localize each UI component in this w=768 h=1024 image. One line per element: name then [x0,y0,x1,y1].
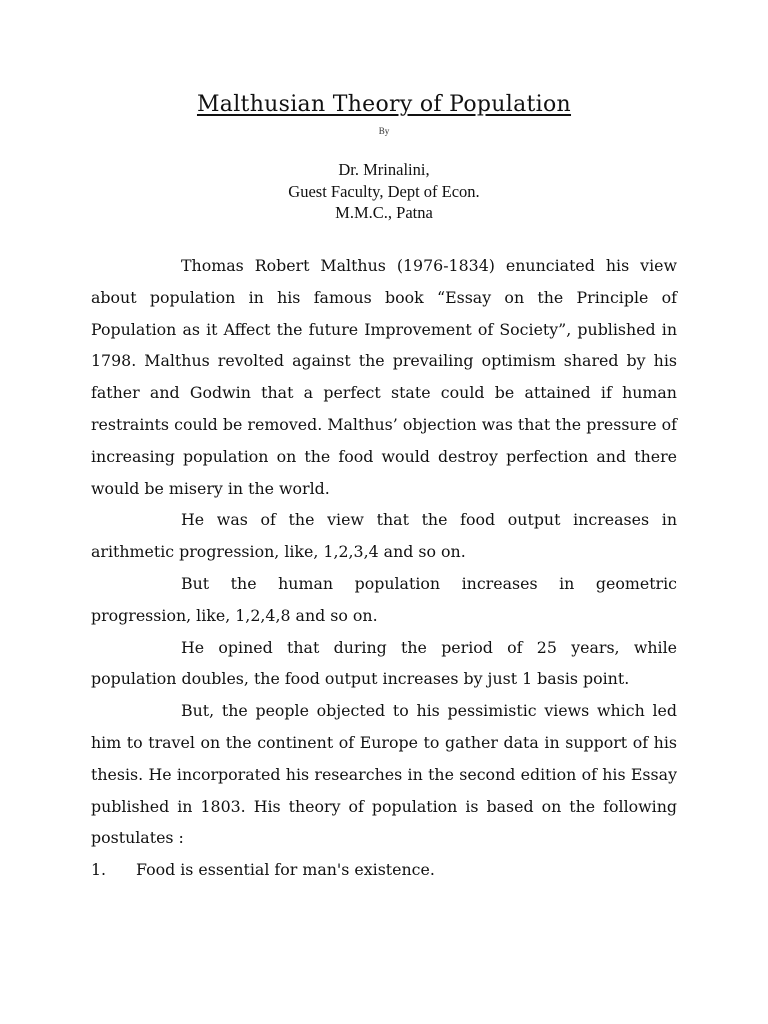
byline: By [378,126,390,136]
list-item [91,854,677,886]
list-item-text: Food is essential for man's existence. [136,860,435,880]
paragraph: Thomas Robert Malthus (1976-1834) enunciated his view about population in his famous book “Essay on the Principle of Population as it Affect the future Improvement of Society”, published in 1798. Malthus revolted against the prevailing optimism shared by his father and Godwin that a perfect state could be attained if human restraints could be removed. Malthus’ objection was that the pressure of increasing population on the food would destroy perfection and there would be misery in the world. [91,256,677,498]
author-name: Dr. Mrinalini, [338,160,430,179]
paragraph: He opined that during the period of 25 years, while population doubles, the food output increases by just 1 basis point. [91,637,677,689]
paragraph: But the human population increases in geometric progression, like, 1,2,4,8 and so on. [91,573,677,625]
document-title: Malthusian Theory of Population [196,92,572,117]
list-item-number: 1. [91,860,107,880]
postulates-list [91,854,677,886]
author-block [0,159,768,224]
body-text [91,250,677,886]
author-affiliation: Guest Faculty, Dept of Econ. [288,181,480,201]
paragraph: He was of the view that the food output increases in arithmetic progression, like, 1,2,3,4 and so on. [91,510,677,562]
paragraph: But, the people objected to his pessimistic views which led him to travel on the continent of Europe to gather data in support of his thesis. He incorporated his researches in the second edition of his Essay published in 1803. His theory of population is based on the following postulates : [91,701,677,848]
author-institution: M.M.C., Patna [335,203,433,222]
